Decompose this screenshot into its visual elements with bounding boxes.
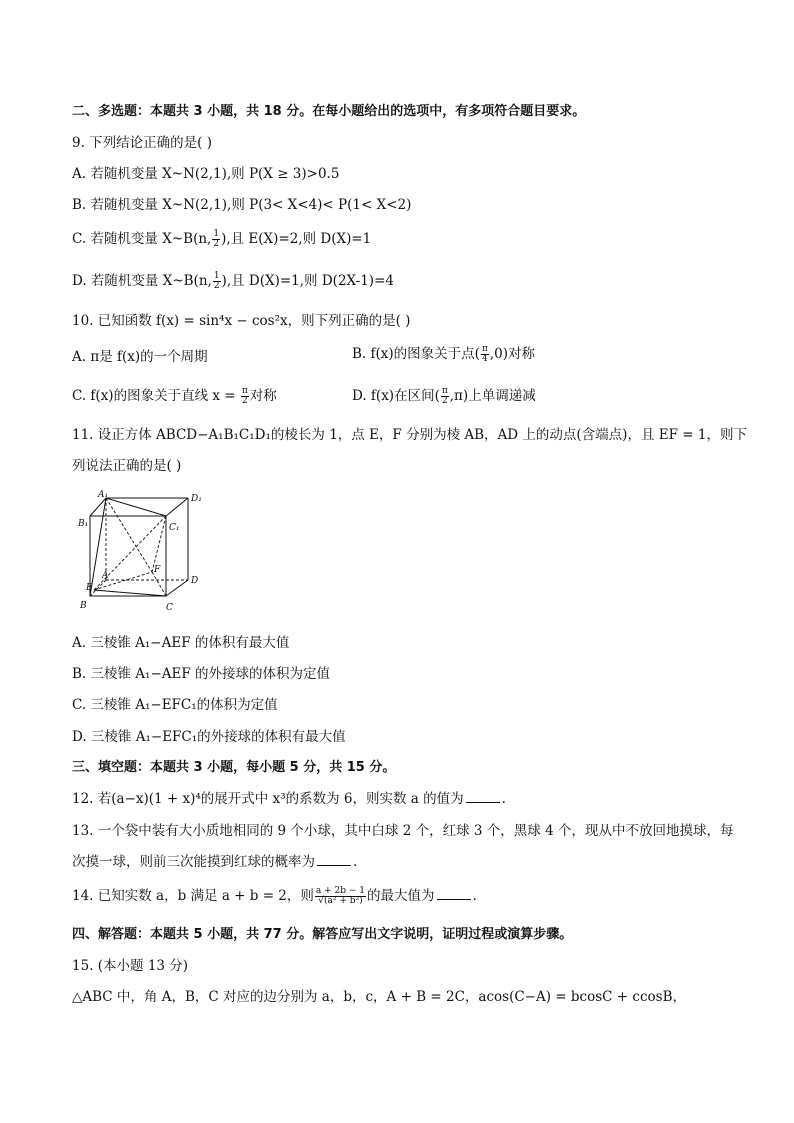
q9-c-frac-den: 2 — [213, 239, 220, 249]
q9-d-frac-num: 1 — [213, 271, 220, 281]
q11-option-d: D. 三棱锥 A₁−EFC₁的外接球的体积有最大值 — [72, 729, 346, 745]
q14 — [72, 887, 477, 906]
q10-d-frac-num: π — [441, 386, 448, 396]
q12-text: 12. 若(a−x)(1 + x)⁴的展开式中 x³的系数为 6，则实数 a 的值为 — [72, 791, 464, 807]
q14-mid: 的最大值为 — [367, 888, 435, 904]
q11-option-a: A. 三棱锥 A₁−AEF 的体积有最大值 — [72, 635, 290, 651]
cube-figure — [72, 488, 212, 618]
q9-c-frac-num: 1 — [213, 229, 220, 239]
q10-option-a: A. π是 f(x)的一个周期 — [72, 349, 208, 365]
q14-fraction — [315, 887, 366, 906]
q11-option-b: B. 三棱锥 A₁−AEF 的外接球的体积为定值 — [72, 666, 331, 682]
section-fill-blank-header: 三、填空题：本题共 3 小题，每小题 5 分，共 15 分。 — [72, 760, 396, 775]
q10-d-post: ,π)上单调递减 — [449, 388, 536, 404]
label-C: C — [166, 603, 173, 613]
q10-c-fraction — [241, 387, 249, 406]
q9-c-fraction — [212, 230, 220, 249]
section-multi-choice-header: 二、多选题：本题共 3 小题，共 18 分。在每小题给出的选项中，有多项符合题目要求。 — [72, 104, 586, 119]
label-F: F — [154, 565, 161, 575]
q14-frac-den: √(a² + b²) — [318, 896, 363, 906]
section-solve-header: 四、解答题：本题共 5 小题，共 77 分。解答应写出文字说明，证明过程或演算步骤。 — [72, 927, 573, 942]
q10-b-frac-den: 4 — [482, 354, 488, 364]
q10-option-b — [352, 345, 535, 364]
q10-option-d — [352, 387, 536, 406]
q11-stem-line2: 列说法正确的是( ) — [72, 458, 182, 474]
q9-option-c — [72, 230, 371, 249]
q10-b-frac-num: π — [481, 344, 488, 354]
q10-c-post: 对称 — [249, 388, 277, 404]
q11-option-c: C. 三棱锥 A₁−EFC₁的体积为定值 — [72, 697, 278, 713]
q9-c-post: ),且 E(X)=2,则 D(X)=1 — [221, 231, 372, 247]
q9-d-fraction — [213, 272, 221, 291]
label-B1: B₁ — [78, 519, 89, 529]
label-B: B — [80, 601, 87, 611]
q9-c-pre: C. 若随机变量 X~B(n, — [72, 231, 212, 247]
label-A: A — [102, 571, 109, 581]
label-D1: D₁ — [191, 494, 202, 504]
q9-d-frac-den: 2 — [213, 281, 220, 291]
q10-d-pre: D. f(x)在区间( — [352, 388, 440, 404]
q10-b-fraction — [481, 345, 489, 364]
q10-stem: 10. 已知函数 f(x) = sin⁴x − cos²x，则下列正确的是( ) — [72, 313, 411, 329]
q9-option-a: A. 若随机变量 X~N(2,1),则 P(X ≥ 3)>0.5 — [72, 166, 340, 182]
q10-c-pre: C. f(x)的图象关于直线 x = — [72, 388, 240, 404]
q13-answer-blank[interactable] — [317, 853, 351, 866]
label-E: E — [86, 583, 93, 593]
q10-b-pre: B. f(x)的图象关于点( — [352, 346, 480, 362]
q10-d-frac-den: 2 — [441, 396, 448, 406]
q14-frac-num: a + 2b − 1 — [315, 886, 366, 896]
q9-option-d — [72, 272, 394, 291]
q10-c-frac-num: π — [241, 386, 248, 396]
q9-d-post: ),且 D(X)=1,则 D(2X-1)=4 — [221, 273, 394, 289]
q14-end: . — [472, 888, 477, 904]
q13-text: 次摸一球，则前三次能摸到红球的概率为 — [72, 854, 315, 870]
q10-d-fraction — [441, 387, 449, 406]
q13-end: . — [353, 854, 358, 870]
q9-option-b: B. 若随机变量 X~N(2,1),则 P(3< X<4)< P(1< X<2) — [72, 197, 412, 213]
q12-end: . — [501, 791, 506, 807]
q15-stem: 15. (本小题 13 分) — [72, 958, 189, 974]
label-D: D — [191, 576, 199, 586]
q12-answer-blank[interactable] — [466, 790, 500, 803]
q13-line2 — [72, 853, 357, 871]
q9-d-pre: D. 若随机变量 X~B(n, — [72, 273, 212, 289]
q14-answer-blank[interactable] — [437, 887, 471, 900]
q10-c-frac-den: 2 — [241, 396, 248, 406]
q13-line1: 13. 一个袋中装有大小质地相同的 9 个小球，其中白球 2 个，红球 3 个，黑球 4 个，现从中不放回地摸球，每 — [72, 823, 734, 839]
q15-line1: △ABC 中，角 A，B，C 对应的边分别为 a，b，c，A + B = 2C，acos(C−A) = bcosC + ccosB， — [72, 989, 686, 1005]
q10-option-c — [72, 387, 277, 406]
q14-text: 14. 已知实数 a，b 满足 a + b = 2，则 — [72, 888, 314, 904]
q11-stem-line1: 11. 设正方体 ABCD−A₁B₁C₁D₁的棱长为 1，点 E，F 分别为棱 AB，AD 上的动点(含端点)，且 EF = 1，则下 — [72, 427, 747, 443]
label-C1: C₁ — [169, 523, 180, 533]
q10-b-post: ,0)对称 — [489, 346, 535, 362]
q12 — [72, 790, 506, 808]
label-A1: A₁ — [98, 490, 109, 500]
q9-stem: 9. 下列结论正确的是( ) — [72, 135, 212, 151]
